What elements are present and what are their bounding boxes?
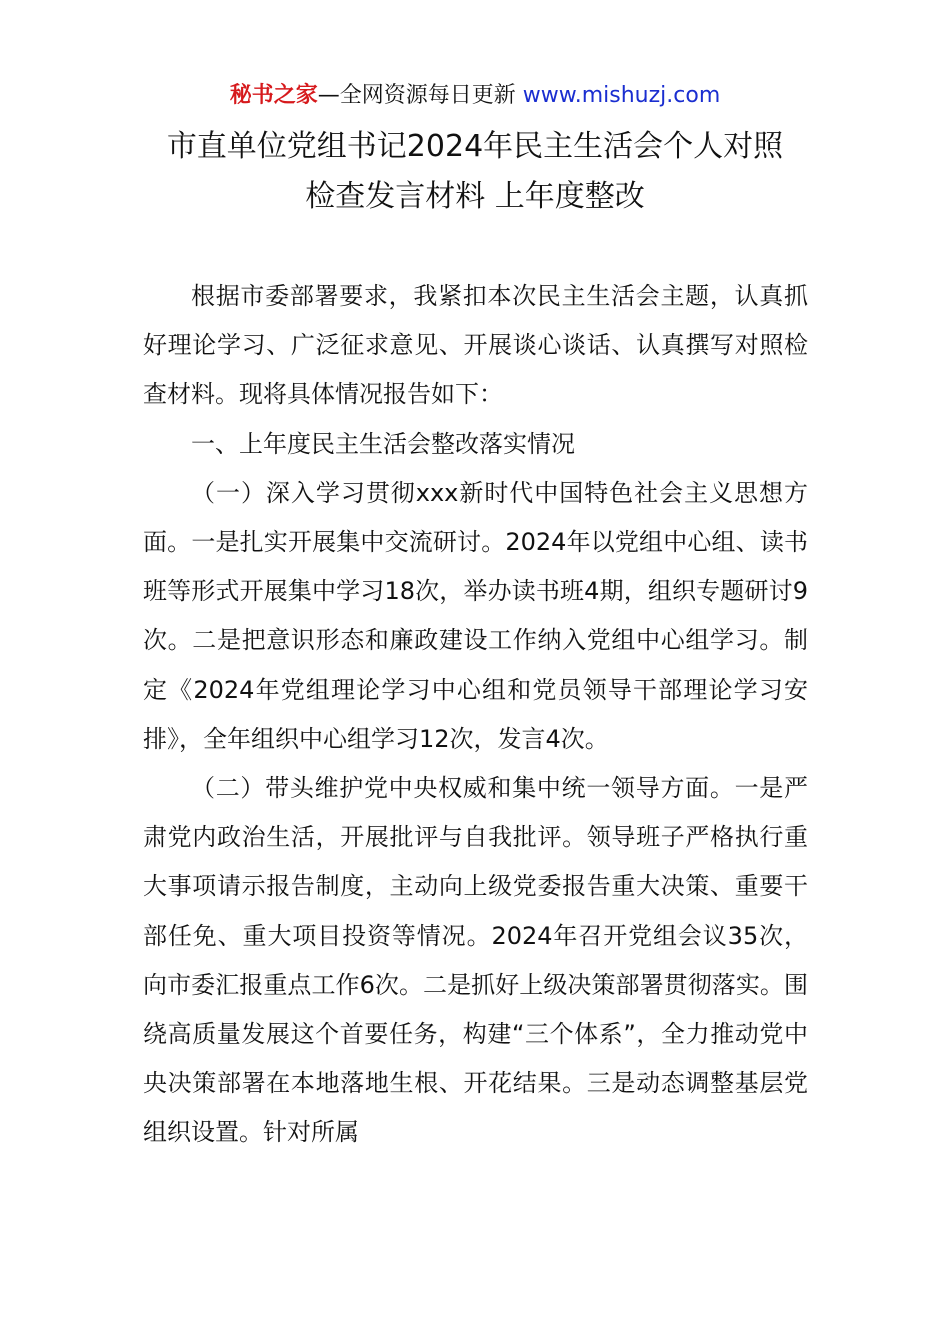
paragraph-section-2: （二）带头维护党中央权威和集中统一领导方面。一是严肃党内政治生活，开展批评与自我批评。领导班子严格执行重大事项请示报告制度，主动向上级党委报告重大决策、重要干部任免、重大项目投资等情况。2024年召开党组会议35次，向市委汇报重点工作6次。二是抓好上级决策部署贯彻落实。围绕高质量发展这个首要任务，构建“三个体系”，全力推动党中央决策部署在本地落地生根、开花结果。三是动态调整基层党组织设置。针对所属 [143, 774, 808, 1147]
paragraph-intro: 根据市委部署要求，我紧扣本次民主生活会主题，认真抓好理论学习、广泛征求意见、开展谈心谈话、认真撰写对照检查材料。现将具体情况报告如下： [143, 282, 808, 409]
site-header [0, 78, 950, 114]
brand-tagline: —全网资源每日更新 [317, 83, 516, 108]
title-line-1: 市直单位党组书记2024年民主生活会个人对照 [166, 129, 784, 164]
brand-url-link[interactable]: www.mishuzj.com [522, 83, 721, 108]
document-title [100, 122, 850, 222]
brand-name: 秘书之家 [229, 83, 318, 108]
document-body [143, 272, 808, 1158]
paragraph-section-1: （一）深入学习贯彻xxx新时代中国特色社会主义思想方面。一是扎实开展集中交流研讨。2024年以党组中心组、读书班等形式开展集中学习18次，举办读书班4期，组织专题研讨9次。二是把意识形态和廉政建设工作纳入党组中心组学习。制定《2024年党组理论学习中心组和党员领导干部理论学习安排》，全年组织中心组学习12次，发言4次。 [143, 478, 808, 753]
title-line-2: 检查发言材料 上年度整改 [305, 179, 645, 214]
section-heading: 一、上年度民主生活会整改落实情况 [191, 429, 575, 458]
